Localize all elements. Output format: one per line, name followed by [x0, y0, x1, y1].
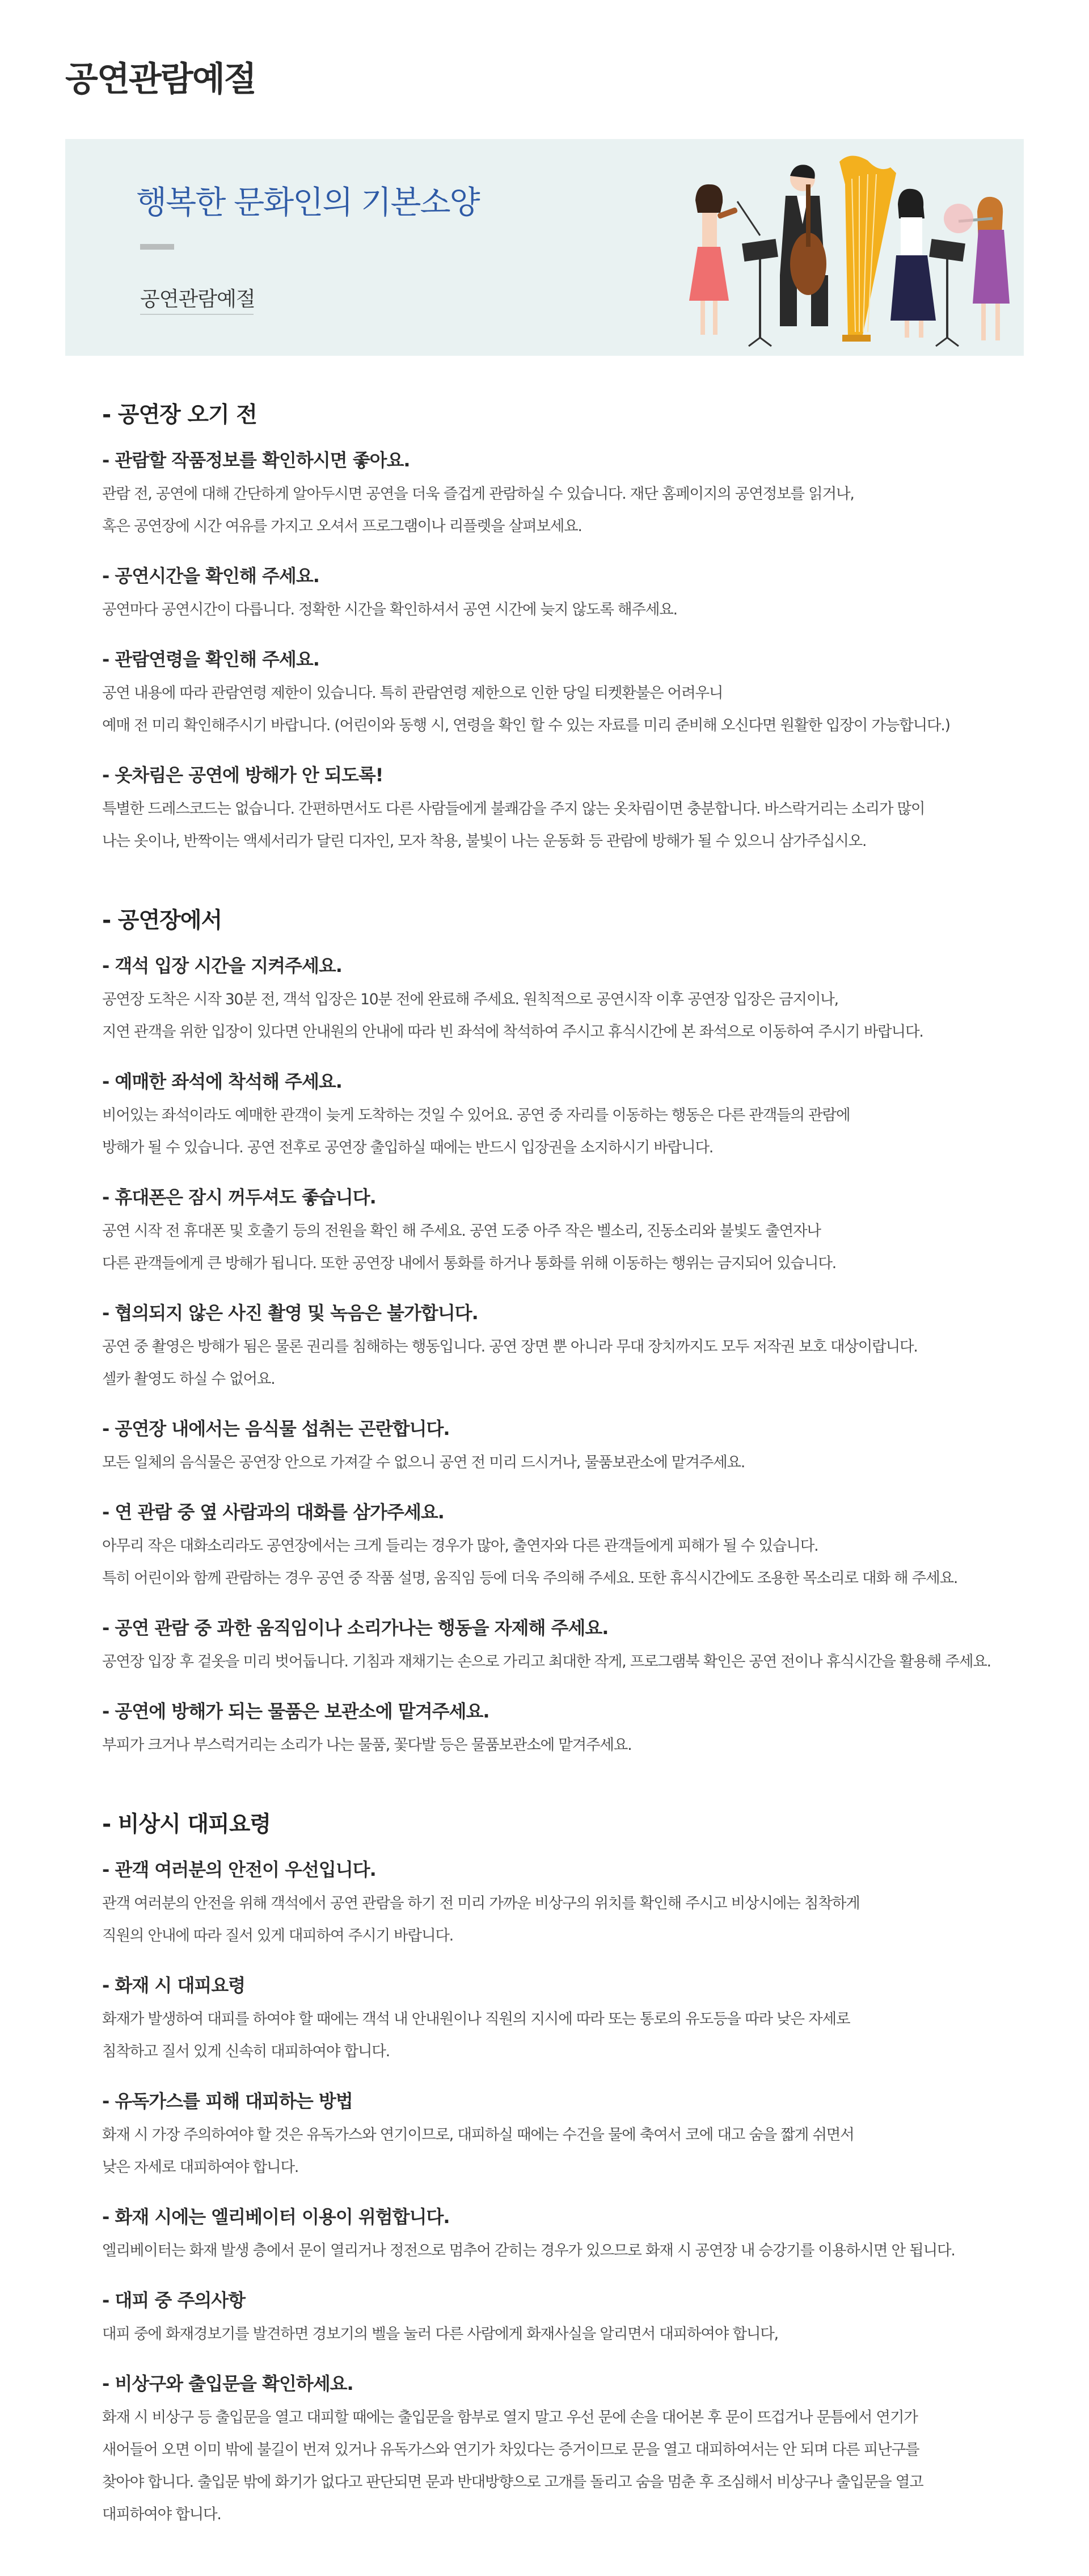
item-body: 공연 시작 전 휴대폰 및 호출기 등의 전원을 확인 해 주세요. 공연 도중 아주 작은 벨소리, 진동소리와 불빛도 출연자나 다른 관객들에게 큰 방해가 됩니다. 또한 공연장 내에서 통화를 하거나 통화를 위해 이동하는 행위는 금지되어 있습니다. [102, 1222, 836, 1272]
item-title: - 공연시간을 확인해 주세요. [102, 565, 319, 587]
item-body: 모든 일체의 음식물은 공연장 안으로 가져갈 수 없으니 공연 전 미리 드시거나, 물품보관소에 맡겨주세요. [102, 1454, 745, 1471]
item-title: - 협의되지 않은 사진 촬영 및 녹음은 불가합니다. [102, 1302, 478, 1324]
banner-subtitle: 공연관람예절 [140, 288, 255, 311]
banner-subtitle-underline [140, 314, 254, 315]
list-item [102, 1614, 1032, 1678]
list-item [102, 1971, 1032, 2068]
item-body: 공연마다 공연시간이 다릅니다. 정확한 시간을 확인하셔서 공연 시간에 늦지 않도록 해주세요. [102, 601, 677, 618]
list-item [102, 2087, 1032, 2183]
list-item [102, 1697, 1032, 1761]
section-title: - 비상시 대피요령 [102, 1812, 271, 1837]
item-title: - 대피 중 주의사항 [102, 2289, 246, 2311]
item-title: - 관람할 작품정보를 확인하시면 좋아요. [102, 449, 410, 471]
item-title: - 비상구와 출입문을 확인하세요. [102, 2373, 353, 2394]
flutist-figure [944, 197, 1010, 340]
item-body: 공연 중 촬영은 방해가 됨은 물론 권리를 침해하는 행동입니다. 공연 장면 뿐 아니라 무대 장치까지도 모두 저작권 보호 대상이랍니다. 셀카 촬영도 하실 수 없어요. [102, 1338, 918, 1388]
item-body: 관람 전, 공연에 대해 간단하게 알아두시면 공연을 더욱 즐겁게 관람하실 수 있습니다. 재단 홈페이지의 공연정보를 읽거나, 혹은 공연장에 시간 여유를 가지고 오셔서 프로그램이나 리플렛을 살펴보세요. [102, 485, 854, 535]
section-before-arrival [102, 397, 1032, 857]
list-item [102, 2286, 1032, 2350]
banner-divider [140, 244, 174, 250]
list-item [102, 1498, 1032, 1594]
list-item [102, 1067, 1032, 1164]
item-title: - 휴대폰은 잠시 꺼두셔도 좋습니다. [102, 1186, 376, 1208]
item-body: 공연장 입장 후 겉옷을 미리 벗어둡니다. 기침과 재채기는 손으로 가리고 최대한 작게, 프로그램북 확인은 공연 전이나 휴식시간을 활용해 주세요. [102, 1653, 991, 1670]
banner [65, 139, 1024, 356]
item-title: - 화재 시 대피요령 [102, 1975, 246, 1996]
item-title: - 공연 관람 중 과한 움직임이나 소리가나는 행동을 자제해 주세요. [102, 1617, 609, 1639]
list-item [102, 1415, 1032, 1479]
banner-headline: 행복한 문화인의 기본소양 [136, 184, 479, 221]
music-stand-icon [929, 239, 965, 346]
list-item [102, 1855, 1032, 1952]
item-title: - 공연에 방해가 되는 물품은 보관소에 맡겨주세요. [102, 1701, 489, 1722]
list-item [102, 2203, 1032, 2267]
orchestra-illustration [675, 150, 1015, 355]
item-body: 부피가 크거나 부스럭거리는 소리가 나는 물품, 꽃다발 등은 물품보관소에 맡겨주세요. [102, 1736, 632, 1754]
item-body: 특별한 드레스코드는 없습니다. 간편하면서도 다른 사람들에게 불쾌감을 주지 않는 옷차림이면 충분합니다. 바스락거리는 소리가 많이 나는 옷이나, 반짝이는 액세서리가 달린 디자인, 모자 착용, 불빛이 나는 운동화 등 관람에 방해가 될 수 있으니 삼가주십시오. [102, 800, 925, 850]
page-title: 공연관람예절 [65, 60, 256, 99]
item-body: 화재가 발생하여 대피를 하여야 할 때에는 객석 내 안내원이나 직원의 지시에 따라 또는 통로의 유도등을 따라 낮은 자세로 침착하고 질서 있게 신속히 대피하여야 합니다. [102, 2010, 850, 2060]
item-title: - 유독가스를 피해 대피하는 방법 [102, 2090, 353, 2112]
item-title: - 객석 입장 시간을 지켜주세요. [102, 955, 342, 976]
section-title: - 공연장 오기 전 [102, 402, 257, 428]
item-title: - 화재 시에는 엘리베이터 이용이 위험합니다. [102, 2206, 450, 2228]
item-title: - 공연장 내에서는 음식물 섭취는 곤란합니다. [102, 1418, 450, 1439]
list-item [102, 446, 1032, 542]
item-body: 화재 시 비상구 등 출입문을 열고 대피할 때에는 출입문을 함부로 열지 말고 우선 문에 손을 대어본 후 문이 뜨겁거나 문틈에서 연기가 새어들어 오면 이미 밖에 불길이 번져 있거나 유독가스와 연기가 차있다는 증거이므로 문을 열고 대피하여서는 안 되며 다른 피난구를 찾아야 합니다. 출입문 밖에 화기가 없다고 판단되면 문과 반대방향으로 고개를 돌리고 숨을 멈춘 후 조심해서 비상구나 출입문을 열고 대피하여야 합니다. [102, 2409, 923, 2523]
list-item [102, 1183, 1032, 1279]
item-body: 공연 내용에 따라 관람연령 제한이 있습니다. 특히 관람연령 제한으로 인한 당일 티켓환불은 어려우니 예매 전 미리 확인해주시기 바랍니다. (어린이와 동행 시, 연령을 확인 할 수 있는 자료를 미리 준비해 오신다면 원활한 입장이 가능합니다.) [102, 684, 950, 734]
item-body: 공연장 도착은 시작 30분 전, 객석 입장은 10분 전에 완료해 주세요. 원칙적으로 공연시작 이후 공연장 입장은 금지이나, 지연 관객을 위한 입장이 있다면 안내원의 안내에 따라 빈 좌석에 착석하여 주시고 휴식시간에 본 좌석으로 이동하여 주시기 바랍니다. [102, 991, 923, 1041]
list-item [102, 2369, 1032, 2531]
etiquette-content [102, 397, 1032, 2576]
cellist-figure [780, 165, 828, 326]
list-item [102, 952, 1032, 1048]
section-emergency [102, 1807, 1032, 2531]
harpist-figure [890, 189, 936, 338]
list-item [102, 761, 1032, 857]
item-body: 비어있는 좌석이라도 예매한 관객이 늦게 도착하는 것일 수 있어요. 공연 중 자리를 이동하는 행동은 다른 관객들의 관람에 방해가 될 수 있습니다. 공연 전후로 공연장 출입하실 때에는 반드시 입장권을 소지하시기 바랍니다. [102, 1106, 850, 1156]
item-body: 엘리베이터는 화재 발생 층에서 문이 열리거나 정전으로 멈추어 갇히는 경우가 있으므로 화재 시 공연장 내 승강기를 이용하시면 안 됩니다. [102, 2242, 955, 2259]
item-body: 관객 여러분의 안전을 위해 객석에서 공연 관람을 하기 전 미리 가까운 비상구의 위치를 확인해 주시고 비상시에는 침착하게 직원의 안내에 따라 질서 있게 대피하여 주시기 바랍니다. [102, 1895, 860, 1944]
item-body: 화재 시 가장 주의하여야 할 것은 유독가스와 연기이므로, 대피하실 때에는 수건을 물에 축여서 코에 대고 숨을 짧게 쉬면서 낮은 자세로 대피하여야 합니다. [102, 2126, 854, 2176]
item-title: - 관람연령을 확인해 주세요. [102, 649, 319, 670]
list-item [102, 562, 1032, 626]
list-item [102, 1299, 1032, 1395]
item-title: - 옷차림은 공연에 방해가 안 되도록! [102, 764, 383, 786]
item-title: - 연 관람 중 옆 사람과의 대화를 삼가주세요. [102, 1501, 444, 1523]
music-stand-icon [742, 239, 778, 346]
section-title: - 공연장에서 [102, 908, 222, 933]
section-in-venue [102, 903, 1032, 1761]
harp-icon [839, 155, 896, 342]
item-body: 아무리 작은 대화소리라도 공연장에서는 크게 들리는 경우가 많아, 출연자와 다른 관객들에게 피해가 될 수 있습니다. 특히 어린이와 함께 관람하는 경우 공연 중 작품 설명, 움직임 등에 더욱 주의해 주세요. 또한 휴식시간에도 조용한 목소리로 대화 해 주세요. [102, 1537, 958, 1587]
list-item [102, 645, 1032, 742]
item-body: 대피 중에 화재경보기를 발견하면 경보기의 벨을 눌러 다른 사람에게 화재사실을 알리면서 대피하여야 합니다, [102, 2325, 778, 2343]
item-title: - 예매한 좌석에 착석해 주세요. [102, 1071, 342, 1092]
item-title: - 관객 여러분의 안전이 우선입니다. [102, 1859, 376, 1880]
